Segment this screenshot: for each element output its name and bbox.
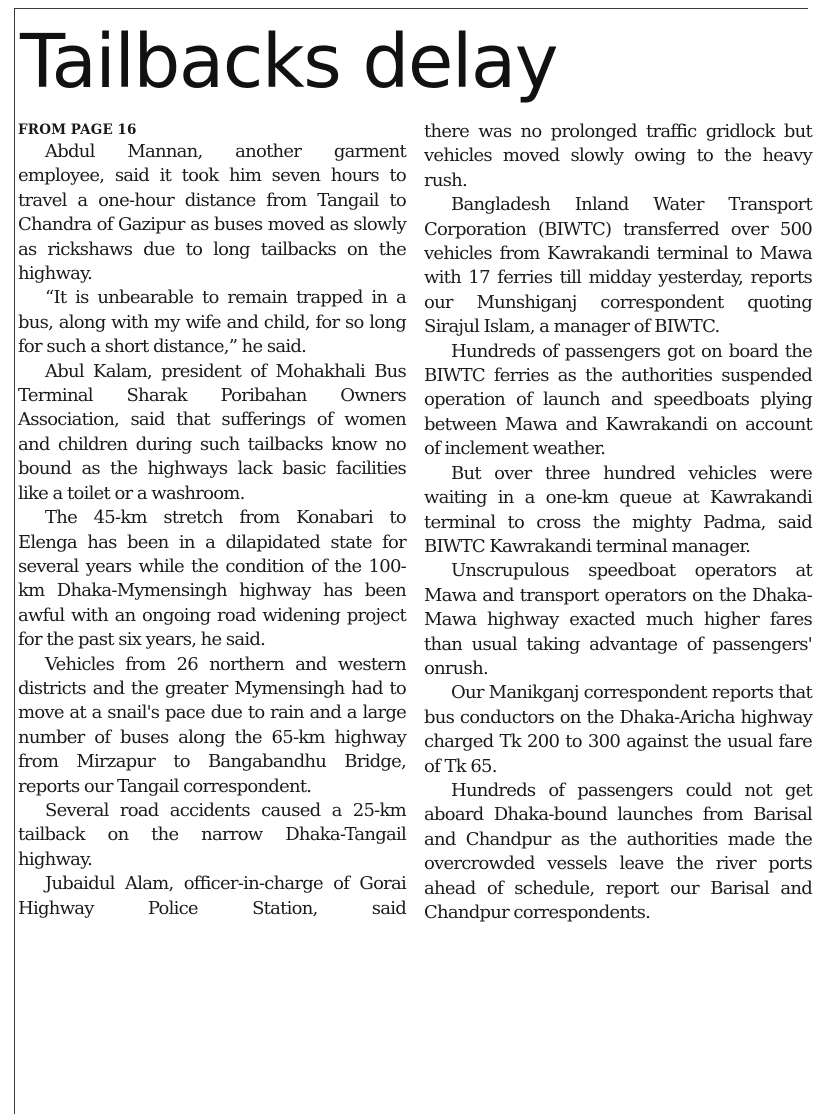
paragraph: Hundreds of passengers could not get aboard Dhaka-bound launches from Barisal and Chandpur as the authorities made the overcrowded vessels leave the river ports ahead of schedule, report our Barisal and Chandpur correspondents. — [424, 779, 812, 923]
left-column — [18, 120, 406, 925]
paragraph: Unscrupulous speedboat operators at Mawa and transport operators on the Dhaka-Mawa highway exacted much higher fares than usual taking advantage of passengers' onrush. — [424, 560, 812, 679]
paragraph: Abul Kalam, president of Mohakhali Bus Terminal Sharak Poribahan Owners Association, said that sufferings of women and children during such tailbacks know no bound as the highways lack basic facilities like a toilet or a washroom. — [18, 360, 406, 504]
continuation-kicker: FROM PAGE 16 — [18, 122, 137, 138]
paragraph: Abdul Mannan, another garment employee, said it took him seven hours to travel a one-hour distance from Tangail to Chandra of Gazipur as buses moved as slowly as rickshaws due to long tailbacks on the highway. — [18, 141, 406, 285]
article-columns — [18, 120, 812, 925]
top-rule — [14, 8, 808, 9]
paragraph: “It is unbearable to remain trapped in a bus, along with my wife and child, for so long for such a short distance,” he said. — [18, 287, 406, 358]
paragraph: Hundreds of passengers got on board the BIWTC ferries as the authorities suspended operation of launch and speedboats plying between Mawa and Kawrakandi on account of inclement weather. — [424, 340, 812, 460]
paragraph: But over three hundred vehicles were waiting in a one-km queue at Kawrakandi terminal to cross the mighty Padma, said BIWTC Kawrakandi terminal manager. — [424, 462, 812, 557]
right-column — [424, 120, 812, 925]
paragraph: Bangladesh Inland Water Transport Corporation (BIWTC) transferred over 500 vehicles from Kawrakandi terminal to Mawa with 17 ferries till midday yesterday, reports our Munshiganj correspondent quoting Sirajul Islam, a manager of BIWTC. — [424, 194, 812, 338]
paragraph: Several road accidents caused a 25-km tailback on the narrow Dhaka-Tangail highway. — [18, 799, 406, 870]
paragraph: Vehicles from 26 northern and western districts and the greater Mymensingh had to move at a snail's pace due to rain and a large number of buses along the 65-km highway from Mirzapur to Bangabandhu Bridge, reports our Tangail correspondent. — [18, 653, 406, 797]
paragraph-continued: there was no prolonged traffic gridlock but vehicles moved slowly owing to the heavy rush. — [424, 121, 812, 191]
paragraph: Jubaidul Alam, officer-in-charge of Gorai Highway Police Station, said — [18, 873, 406, 919]
paragraph: The 45-km stretch from Konabari to Elenga has been in a dilapidated state for several years while the condition of the 100-km Dhaka-Mymensingh highway has been awful with an ongoing road widening project for the past six years, he said. — [18, 507, 406, 651]
headline: Tailbacks delay — [20, 19, 558, 105]
paragraph: Our Manikganj correspondent reports that bus conductors on the Dhaka-Aricha highway charged Tk 200 to 300 against the usual fare of Tk 65. — [424, 682, 812, 777]
left-rule — [14, 8, 15, 1114]
